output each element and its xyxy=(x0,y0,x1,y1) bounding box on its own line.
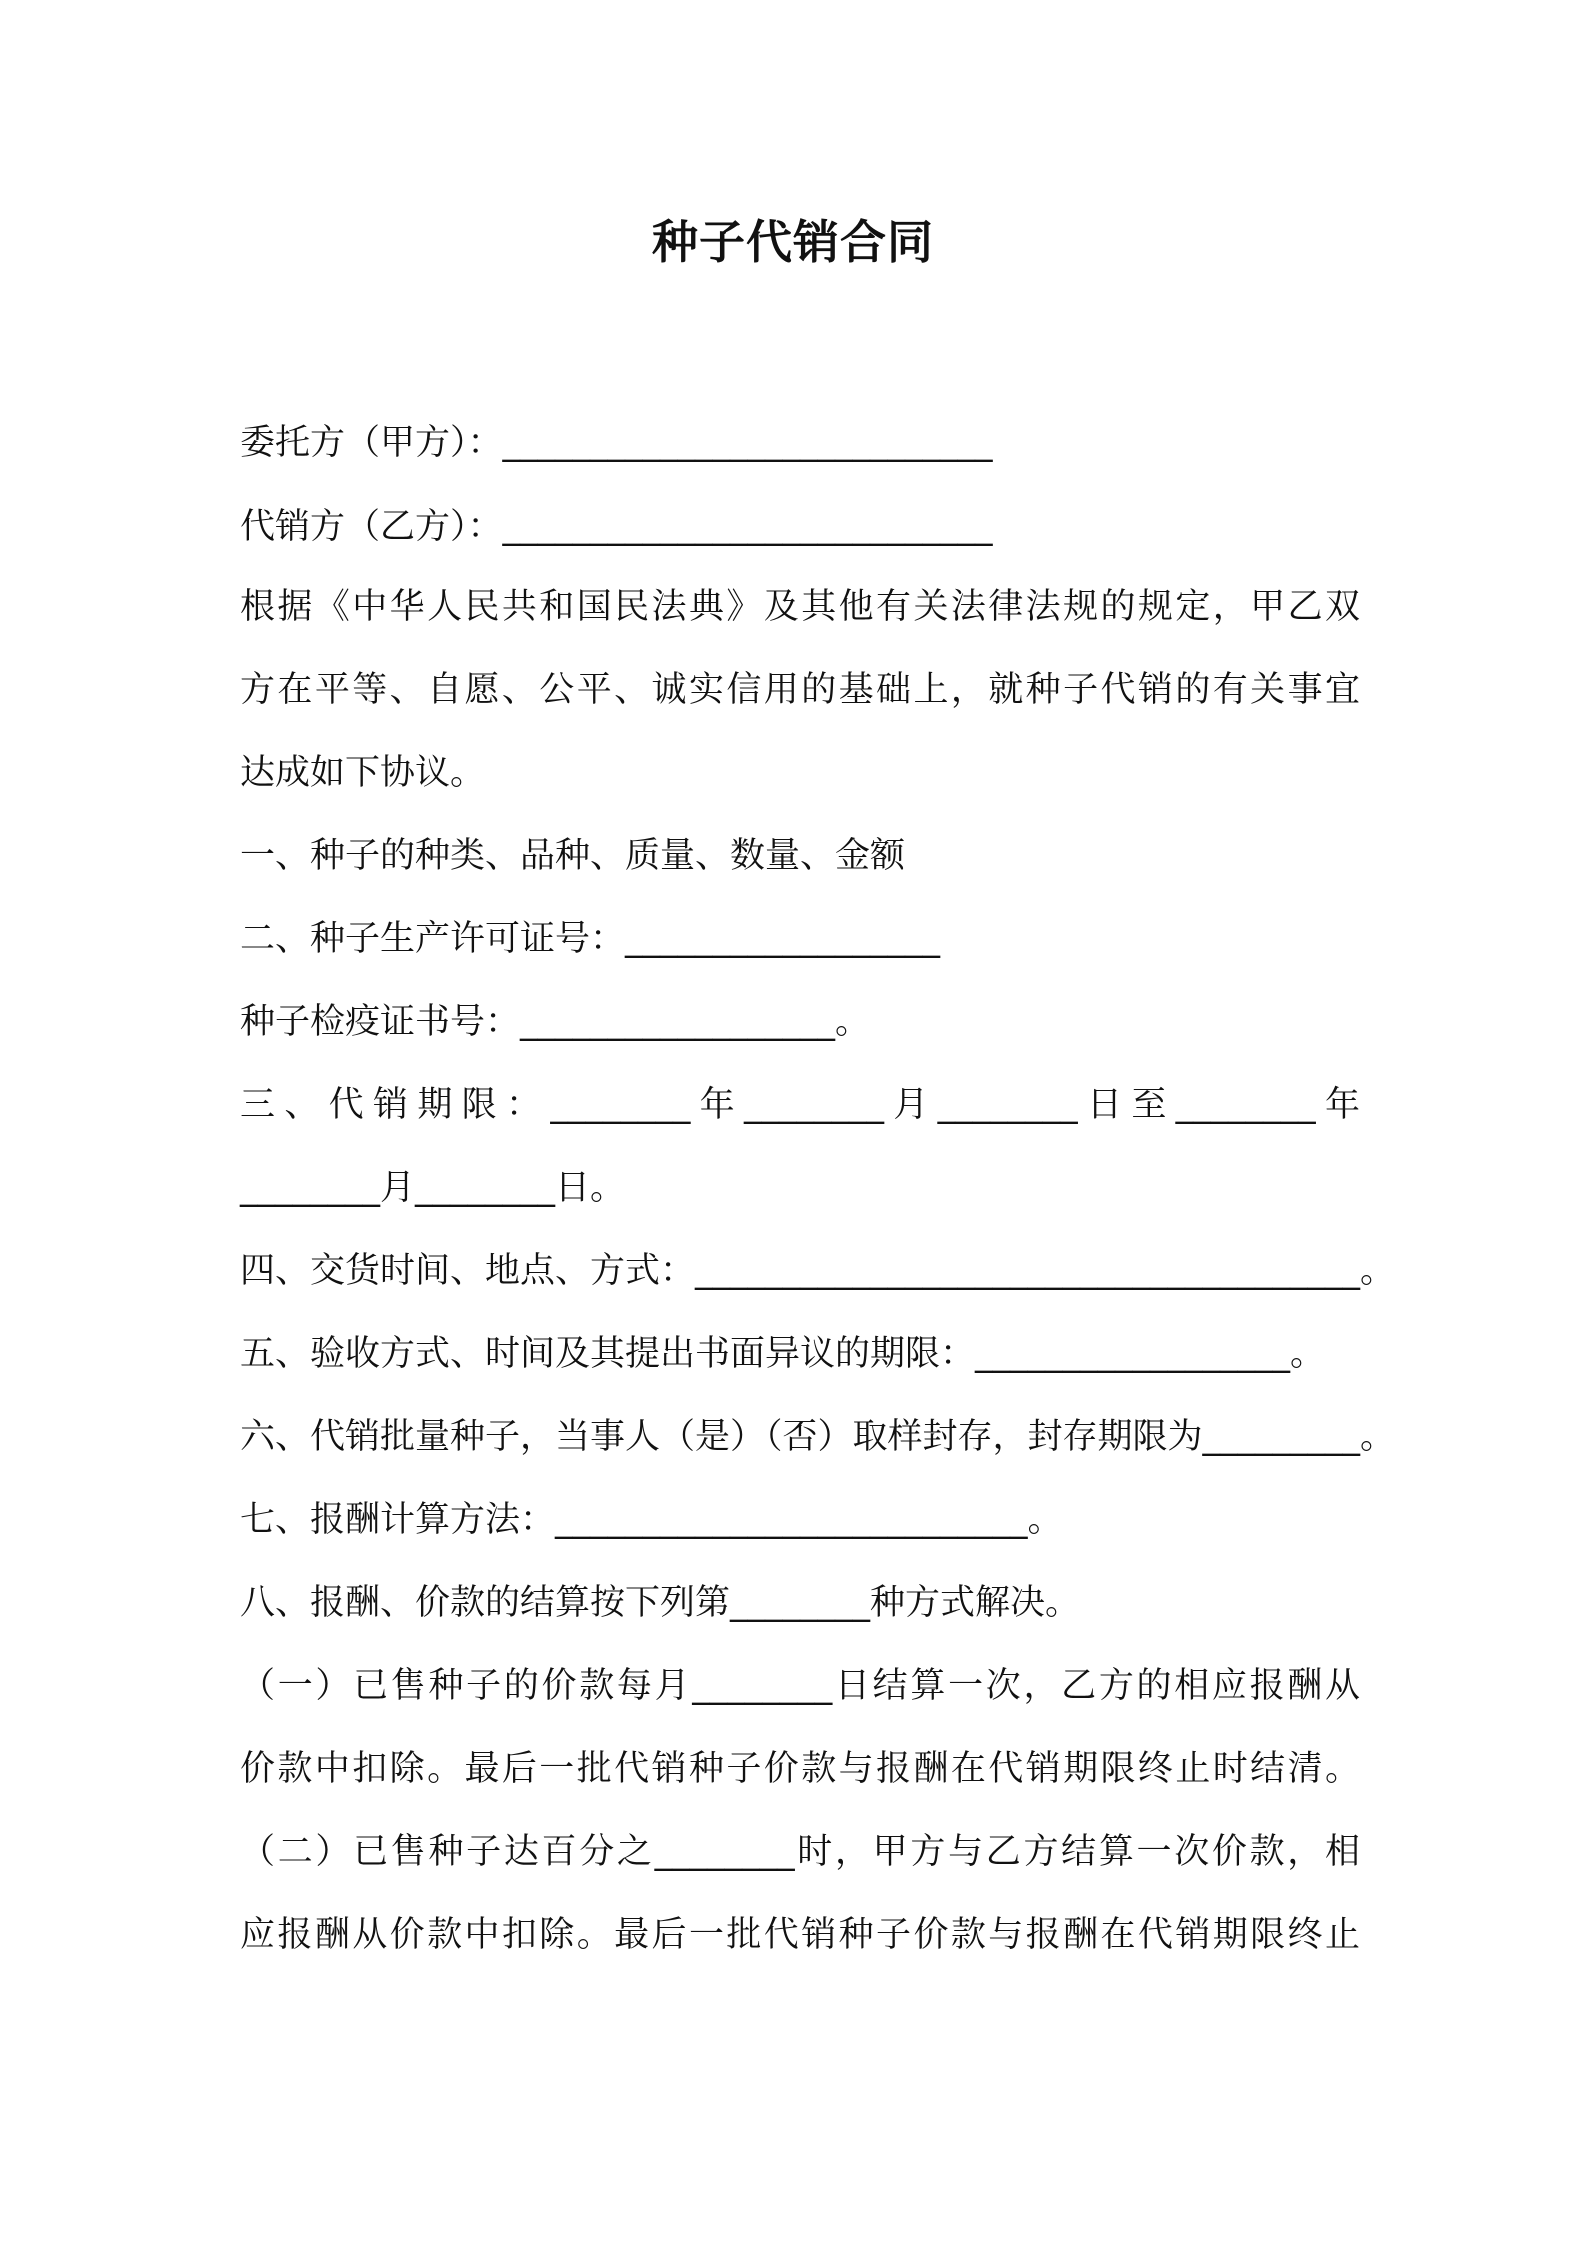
preamble-line-1: 根据《中华人民共和国民法典》及其他有关法律法规的规定，甲乙双 xyxy=(240,587,1360,627)
clause-8-option-2-line-1: （二）已售种子达百分之________时，甲方与乙方结算一次价款，相 xyxy=(240,1832,1360,1872)
party-a-line: 委托方（甲方）：____________________________ xyxy=(240,423,993,463)
preamble-line-3: 达成如下协议。 xyxy=(240,753,486,793)
clause-1: 一、种子的种类、品种、质量、数量、金额 xyxy=(240,836,906,876)
clause-8-option-2-line-2: 应报酬从价款中扣除。最后一批代销种子价款与报酬在代销期限终止 xyxy=(240,1915,1360,1955)
clause-7: 七、报酬计算方法：___________________________。 xyxy=(240,1500,1063,1540)
clause-8-option-1-line-2: 价款中扣除。最后一批代销种子价款与报酬在代销期限终止时结清。 xyxy=(240,1749,1360,1789)
clause-2: 二、种子生产许可证号：__________________ xyxy=(240,919,941,959)
preamble-line-2: 方在平等、自愿、公平、诚实信用的基础上，就种子代销的有关事宜 xyxy=(240,670,1360,710)
clause-5: 五、验收方式、时间及其提出书面异议的期限：__________________。 xyxy=(240,1334,1326,1374)
clause-8: 八、报酬、价款的结算按下列第________种方式解决。 xyxy=(240,1583,1081,1623)
clause-3-line-1: 三、代销期限：________年________月________日至________年 xyxy=(240,1085,1360,1125)
clause-4: 四、交货时间、地点、方式：______________________________________。 xyxy=(240,1251,1396,1291)
clause-2-quarantine: 种子检疫证书号：__________________。 xyxy=(240,1002,871,1042)
clause-6: 六、代销批量种子，当事人（是）（否）取样封存，封存期限为_________。 xyxy=(240,1417,1396,1457)
document-title: 种子代销合同 xyxy=(652,215,934,269)
party-b-line: 代销方（乙方）：____________________________ xyxy=(240,507,993,547)
clause-3-line-2: ________月________日。 xyxy=(240,1168,626,1208)
clause-8-option-1-line-1: （一）已售种子的价款每月________日结算一次，乙方的相应报酬从 xyxy=(240,1666,1360,1706)
